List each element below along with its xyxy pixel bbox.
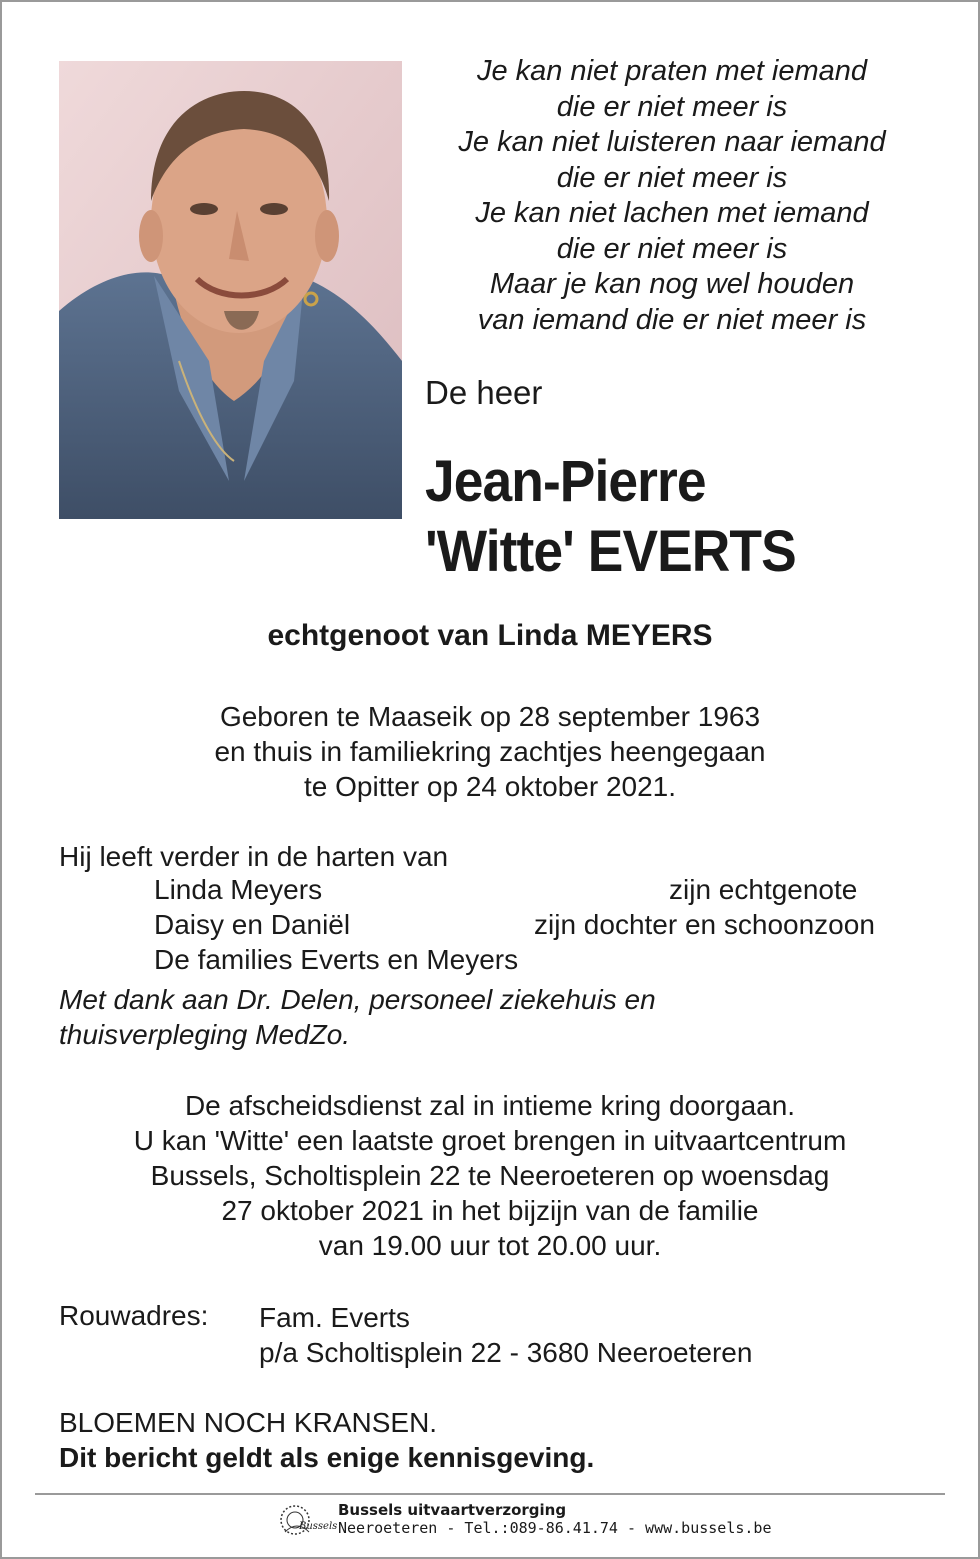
poem-line: Maar je kan nog wel houden: [489, 268, 855, 300]
poem-line: Je kan niet praten met iemand: [476, 55, 868, 87]
undertaker-logo: [275, 1502, 338, 1542]
service-line: U kan 'Witte' een laatste groet brengen in uitvaartcentrum: [133, 1125, 847, 1156]
poem-line: Je kan niet luisteren naar iemand: [458, 126, 886, 158]
logo-text: Bussels: [299, 1521, 338, 1532]
relative-role: zijn echtgenote: [669, 874, 858, 905]
hearts-intro: Hij leeft verder in de harten van: [59, 841, 449, 872]
service-details: [2, 1088, 978, 1263]
birth-line: te Opitter op 24 oktober 2021.: [303, 771, 677, 802]
birth-line: en thuis in familiekring zachtjes heengegaan: [214, 736, 766, 767]
address-label: Rouwadres:: [59, 1300, 209, 1331]
name-line-1: Jean-Pierre: [425, 449, 706, 514]
spouse-line: echtgenoot van Linda MEYERS: [267, 619, 713, 652]
service-line: van 19.00 uur tot 20.00 uur.: [318, 1230, 662, 1261]
service-line: 27 oktober 2021 in het bijzijn van de familie: [221, 1195, 759, 1226]
service-line: De afscheidsdienst zal in intieme kring doorgaan.: [184, 1090, 796, 1121]
relative-name: De families Everts en Meyers: [154, 944, 519, 975]
flowers-notice: BLOEMEN NOCH KRANSEN.: [59, 1407, 438, 1438]
sole-notice: Dit bericht geldt als enige kennisgeving.: [59, 1442, 595, 1473]
footer-divider: [35, 1493, 945, 1495]
undertaker-name: Bussels uitvaartverzorging: [338, 1501, 567, 1519]
birth-death-details: [2, 699, 978, 804]
relative-name: Daisy en Daniël: [154, 909, 351, 940]
thanks-line: thuisverpleging MedZo.: [59, 1019, 351, 1050]
poem-line: die er niet meer is: [556, 232, 788, 265]
deceased-name: [425, 447, 796, 587]
poem-line: van iemand die er niet meer is: [477, 303, 867, 336]
poem-line: die er niet meer is: [556, 90, 788, 123]
portrait-photo: [59, 61, 402, 519]
mourning-address: [259, 1300, 752, 1370]
name-line-2: 'Witte' EVERTS: [425, 519, 796, 584]
relative-name: Linda Meyers: [154, 874, 323, 905]
salutation: De heer: [425, 374, 543, 411]
poem-line: Je kan niet lachen met iemand: [475, 197, 869, 229]
thanks-note: [59, 982, 656, 1052]
undertaker-contact: Neeroeteren - Tel.:089-86.41.74 - www.bussels.be: [338, 1519, 772, 1537]
poem: [402, 54, 942, 338]
address-line-2: p/a Scholtisplein 22 - 3680 Neeroeteren: [259, 1337, 753, 1368]
birth-line: Geboren te Maaseik op 28 september 1963: [219, 701, 761, 732]
undertaker-info: [338, 1501, 771, 1537]
poem-line: die er niet meer is: [556, 161, 788, 194]
thanks-line: Met dank aan Dr. Delen, personeel ziekehuis en: [59, 984, 656, 1015]
relative-role: zijn dochter en schoonzoon: [534, 909, 875, 940]
address-line-1: Fam. Everts: [259, 1302, 410, 1333]
service-line: Bussels, Scholtisplein 22 te Neeroeteren op woensdag: [150, 1160, 830, 1191]
